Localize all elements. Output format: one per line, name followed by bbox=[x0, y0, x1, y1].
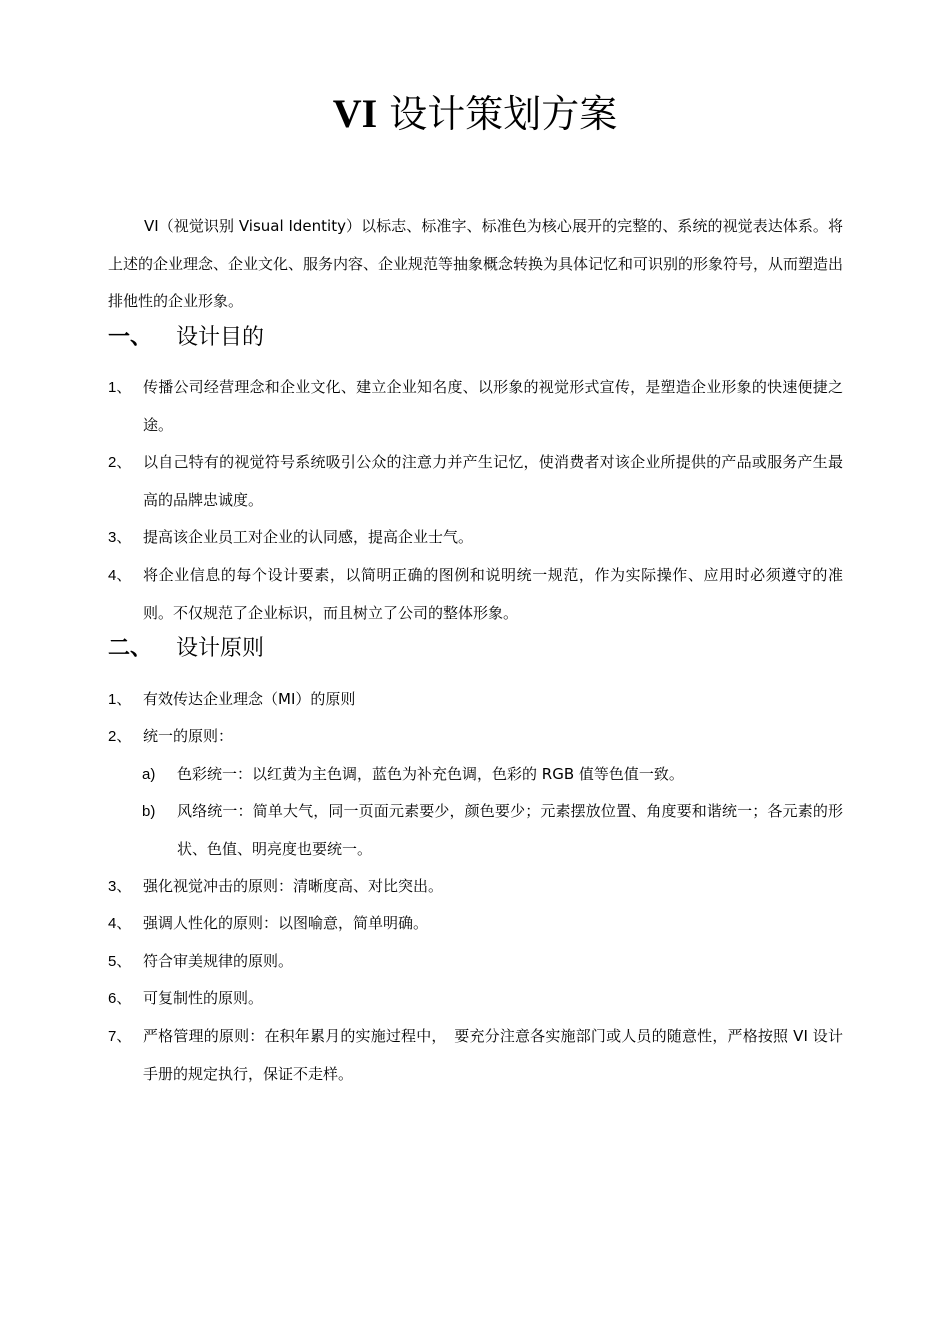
list-item-number: 7、 bbox=[108, 1028, 132, 1045]
list-item bbox=[108, 943, 843, 981]
list-item bbox=[108, 868, 843, 906]
list-item bbox=[108, 718, 843, 756]
section-1-title: 设计目的 bbox=[176, 325, 265, 350]
list-item bbox=[108, 980, 843, 1018]
sub-list-item-marker: a) bbox=[142, 766, 156, 783]
list-item bbox=[108, 519, 843, 557]
list-item-number: 2、 bbox=[108, 454, 132, 471]
section-2-number: 二、 bbox=[108, 636, 153, 661]
sub-list-item-text: 色彩统一：以红黄为主色调，蓝色为补充色调，色彩的 RGB 值等色值一致。 bbox=[177, 765, 684, 783]
list-item-number: 1、 bbox=[108, 691, 132, 708]
sub-list-item bbox=[142, 756, 843, 794]
list-item-text: 可复制性的原则。 bbox=[143, 989, 264, 1007]
list-item-text: 严格管理的原则：在积年累月的实施过程中， 要充分注意各实施部门或人员的随意性，严格按照 VI 设计手册的规定执行，保证不走样。 bbox=[143, 1027, 843, 1083]
list-item-number: 3、 bbox=[108, 529, 132, 546]
list-item bbox=[108, 681, 843, 719]
section-1-number: 一、 bbox=[108, 325, 153, 350]
list-item-text: 有效传达企业理念（MI）的原则 bbox=[143, 690, 356, 708]
list-item-text: 提高该企业员工对企业的认同感，提高企业士气。 bbox=[143, 528, 474, 546]
title-latin: VI bbox=[332, 91, 378, 136]
list-item-text: 符合审美规律的原则。 bbox=[143, 952, 294, 970]
document-title bbox=[0, 88, 950, 140]
list-item-text: 以自己特有的视觉符号系统吸引公众的注意力并产生记忆，使消费者对该企业所提供的产品或服务产生最高的品牌忠诚度。 bbox=[143, 453, 843, 509]
list-item-number: 4、 bbox=[108, 567, 132, 584]
sub-list-item bbox=[142, 793, 843, 868]
intro-paragraph: VI（视觉识别 Visual Identity）以标志、标准字、标准色为核心展开的完整的、系统的视觉表达体系。将上述的企业理念、企业文化、服务内容、企业规范等抽象概念转换为具体记忆和可识别的形象符号，从而塑造出排他性的企业形象。 bbox=[108, 217, 844, 310]
sub-list-item-text: 风络统一：简单大气，同一页面元素要少，颜色要少；元素摆放位置、角度要和谐统一；各元素的形状、色值、明亮度也要统一。 bbox=[177, 802, 843, 858]
list-item-number: 4、 bbox=[108, 915, 132, 932]
section-1-heading bbox=[108, 320, 843, 356]
list-item-text: 将企业信息的每个设计要素，以简明正确的图例和说明统一规范，作为实际操作、应用时必须遵守的准则。不仅规范了企业标识，而且树立了公司的整体形象。 bbox=[143, 566, 843, 622]
section-2-heading bbox=[108, 631, 843, 667]
section-2-title: 设计原则 bbox=[176, 636, 265, 661]
list-item-number: 5、 bbox=[108, 953, 132, 970]
list-item bbox=[108, 444, 843, 519]
list-item-number: 1、 bbox=[108, 379, 132, 396]
list-item bbox=[108, 905, 843, 943]
list-item-text: 统一的原则： bbox=[143, 727, 234, 745]
sub-list-item-marker: b) bbox=[142, 803, 156, 820]
list-item-number: 3、 bbox=[108, 878, 132, 895]
title-cjk: 设计策划方案 bbox=[377, 92, 618, 136]
list-item-number: 6、 bbox=[108, 990, 132, 1007]
list-item-text: 强调人性化的原则：以图喻意，简单明确。 bbox=[143, 914, 429, 932]
list-item bbox=[108, 369, 843, 444]
list-item-number: 2、 bbox=[108, 728, 132, 745]
list-item bbox=[108, 557, 843, 632]
list-item bbox=[108, 1018, 843, 1093]
list-item-text: 传播公司经营理念和企业文化、建立企业知名度、以形象的视觉形式宣传，是塑造企业形象的快速便捷之途。 bbox=[143, 378, 843, 434]
list-item-text: 强化视觉冲击的原则：清晰度高、对比突出。 bbox=[143, 877, 444, 895]
